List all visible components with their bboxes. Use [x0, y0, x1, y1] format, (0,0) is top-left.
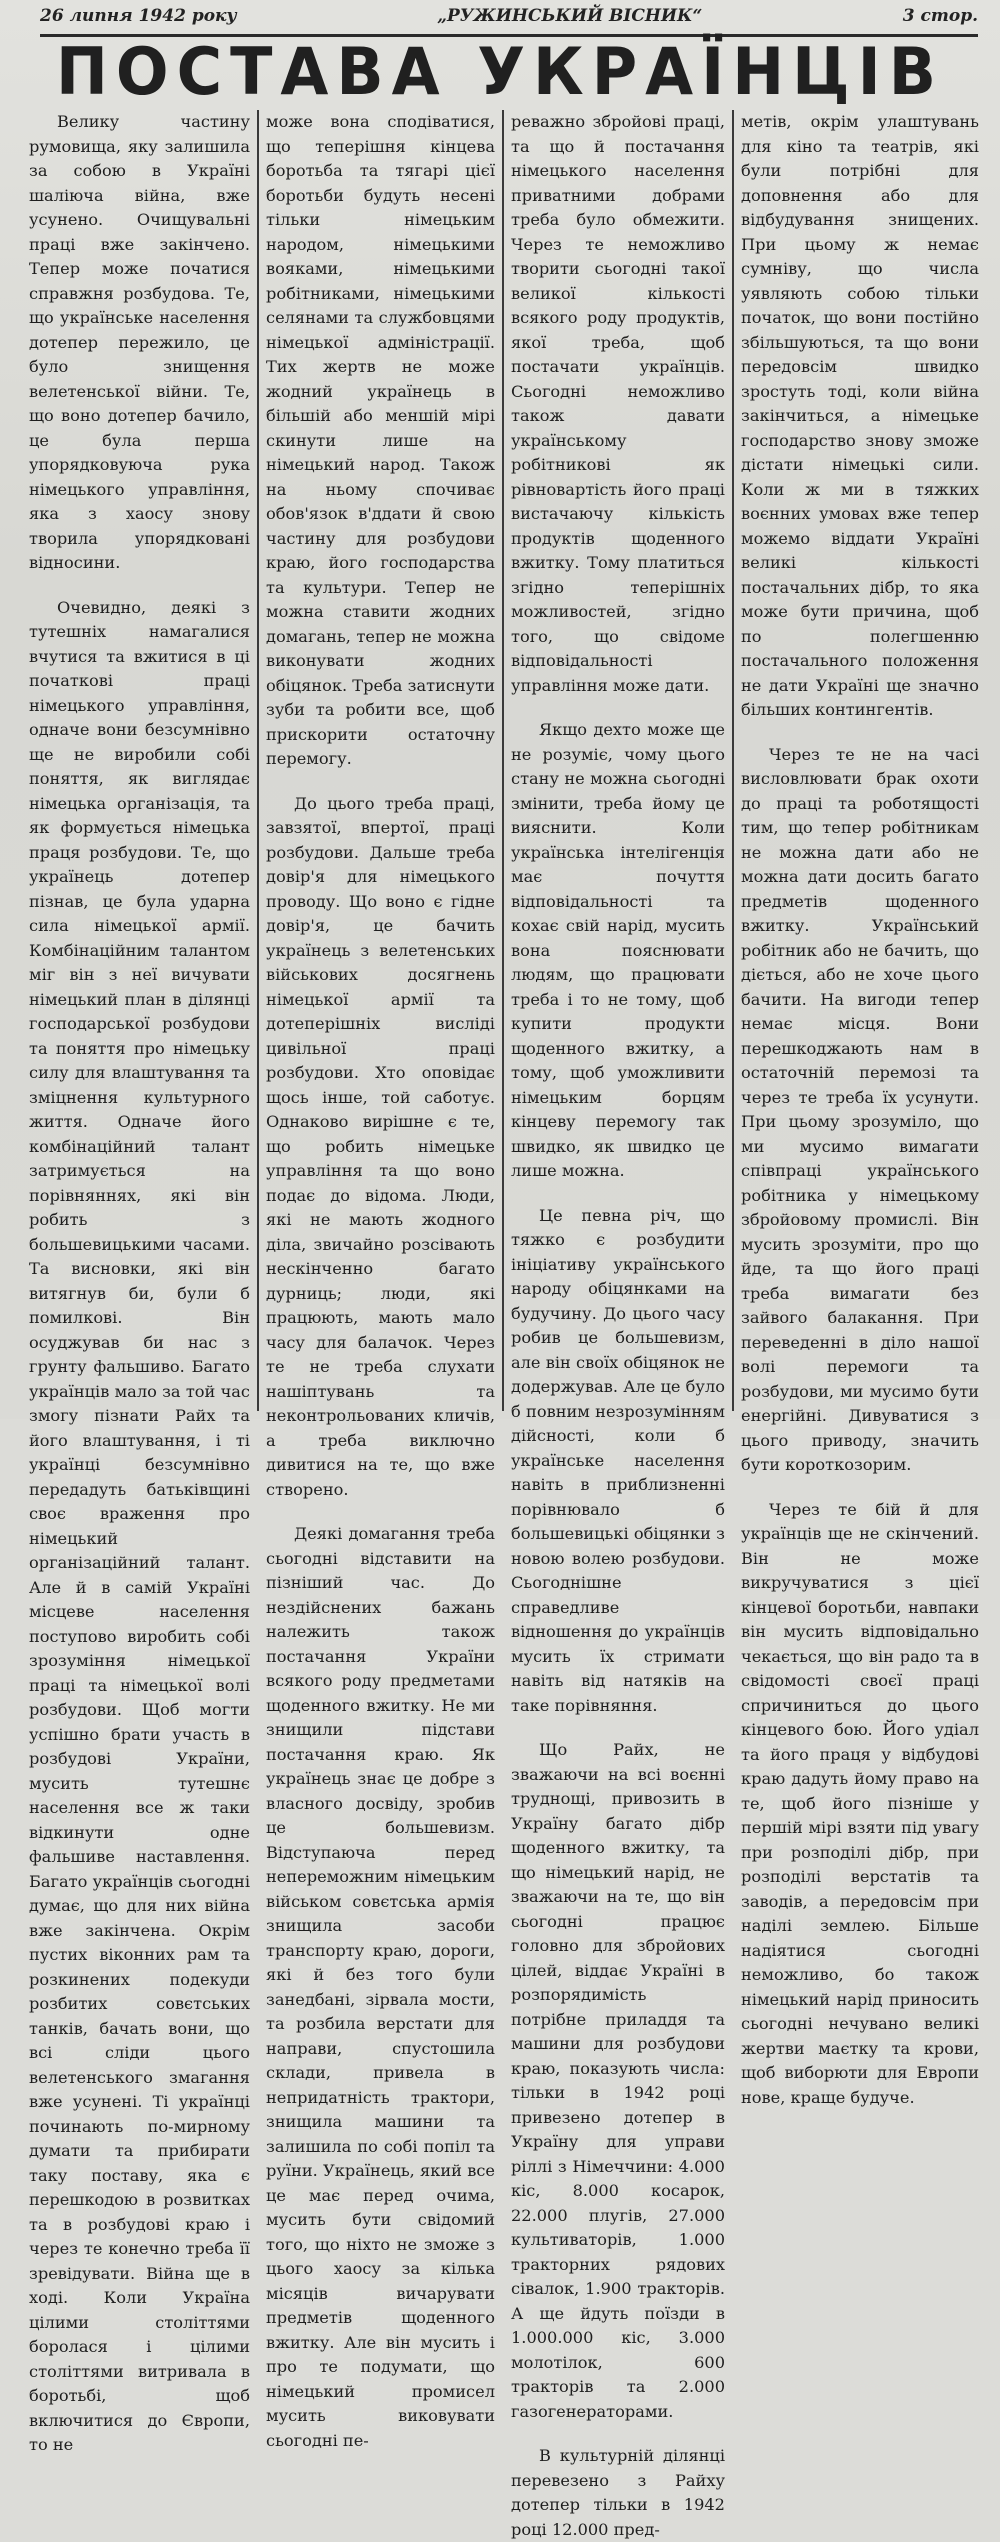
article-column-3	[502, 110, 732, 2539]
paragraph: реважно збройові праці, та що й постачання німецького населення приватними добрами треба було обмежити. Через те неможливо творити сьогодні такої великої кількості всякого роду продуктів, якої треба, щоб постачати українців. Сьогодні неможливо також давати українському робітникові як рівновартість його праці вистачаючу кількість продуктів щоденного вжитку. Тому платиться згідно теперішніх можливостей, згідно того, що свідоме відповідальності управління може дати.	[511, 112, 725, 695]
paragraph: Деякі домагання треба сьогодні відставити на пізніший час. До нездійснених бажань належить також постачання України всякого роду предметами щоденного вжитку. Не ми знищили підстави постачання краю. Як українець знає це добре з власного досвіду, зробив це большевизм. Відступаюча перед непереможним німецьким військом совєтська армія знищила засоби транспорту краю, дороги, які й без того були занедбані, зірвала мости, та розбила верстати для направи, спустошила склади, привела в непридатність трактори, знищила машини та залишила по собі попіл та руїни. Українець, який все це має перед очима, мусить бути свідомий того, що ніхто не зможе з цього хаосу за кілька місяців вичарувати предметів щоденного вжитку. Але він мусить і про те подумати, що німецький промисел мусить виковувати сьогодні пе-	[266, 1524, 495, 2450]
paragraph: В культурній ділянці перевезено з Райху дотепер тільки в 1942 році 12.000 пред-	[511, 2446, 725, 2539]
paragraph: Через те не на часі висловлювати брак охоти до праці та роботящості тим, що тепер робітникам не можна дати або не можна дати досить багато предметів щоденного вжитку. Український робітник або не бачить, що діється, або не хоче цього бачити. На вигоди тепер немає місця. Вони перешкоджають нам в остаточній перемозі та через те треба їх усунути. При цьому зрозуміло, що ми мусимо вимагати співпраці українського робітника у німецькому збройовому промислі. Він мусить зрозуміти, про що йде, та що його праці треба вимагати без зайвого балакання. При переведенні в діло нашої волі перемоги та розбудови, ми мусимо бути енергійні. Дивуватися з цього приводу, значить бути короткозорим.	[741, 744, 979, 1474]
paragraph: До цього треба праці, завзятої, впертої, праці розбудови. Дальше треба довір'я для німецького проводу. Що воно є гідне довір'я, це бачить українець з велетенських військових досягнень німецької армії та дотеперішніх висліді цивільної праці розбудови. Хто оповідає щось інше, той саботує. Однаково вирішне є те, що робить німецьке управління та що воно подає до відома. Люди, які не мають жодного діла, звичайно розсівають нескінченно багато дурниць; люди, які працюють, мають мало часу для балачок. Через те не треба слухати нашіптувань та неконтрольованих кличів, а треба виключно дивитися на те, що вже створено.	[266, 793, 495, 1499]
paragraph: Що Райх, не зважаючи на всі воєнні труднощі, привозить в Україну багато дібр щоденного вжитку, та що німецький нарід, не зважаючи на те, що він сьогодні працює головно для збройових цілей, віддає Україні в розпорядимість потрібне приладдя та машини для розбудови краю, показують числа: тільки в 1942 році привезено дотепер в Україну для управи ріллі з Німеччини: 4.000 кіс, 8.000 косарок, 22.000 плугів, 27.000 культиваторів, 1.000 тракторних рядових сівалок, 1.900 тракторів. А ще йдуть поїзди в 1.000.000 кіс, 3.000 молотілок, 600 тракторів та 2.000 газогенераторами.	[511, 1740, 725, 2421]
article-body	[22, 110, 988, 2539]
newspaper-name: „РУЖИНСЬКИЙ ВІСНИК“	[437, 6, 703, 26]
paragraph: може вона сподіватися, що теперішня кінцева боротьба та тягарі цієї боротьби будуть несені тільки німецьким народом, німецькими вояками, німецькими робітниками, німецькими селянами та службовцями німецької адміністрації. Тих жертв не може жодний українець в більшій або меншій мірі скинути лише на німецький народ. Також на ньому спочиває обов'язок в'ддати й свою частину для розбудови краю, його господарства та культури. Тепер не можна ставити жодних домагань, тепер не можна виконувати жодних обіцянок. Треба затиснути зуби та робити все, щоб прискорити остаточну перемогу.	[266, 112, 495, 768]
paragraph: Очевидно, деякі з тутешніх намагалися вчутися та вжитися в ці початкові праці німецького управління, одначе вони безсумнівно ще не виробили собі поняття, як виглядає німецька організація, та як формується німецька праця розбудови. Те, що українець дотепер пізнав, це була ударна сила німецької армії. Комбінаційним талантом міг він з неї вичувати німецький план в ділянці господарської розбудови та поняття про німецьку силу для влаштування та зміцнення культурного життя. Одначе його комбінаційний талант затримується на порівняннях, які він робить з большевицькими часами. Та висновки, які він витягнув би, були б помилкові. Він осуджував би нас з грунту фальшиво. Багато українців мало за той час змогу пізнати Райх та його влаштування, і ті українці безсумнівно передадуть батьківщині своє враження про німецький організаційний талант. Але й в самій Україні місцеве населення поступово виробить собі зрозуміння німецької праці та німецької волі розбудови. Щоб могти успішно брати участь в розбудові України, мусить тутешнє населення все ж таки відкинути одне фальшиве наставлення. Багато українців сьогодні думає, що для них війна вже закінчена. Окрім пустих віконних рам та розкинених подекуди розбитих совєтських танків, бачать вони, що всі сліди цього велетенського змагання вже усунені. Ті українці починають по-мирному думати та прибирати таку поставу, яка є перешкодою в розвитках та в розбудові краю і через те конечно треба її зревідувати. Війна ще в ході. Коли Україна цілими століттями боролася і цілими століттями витривала в боротьбі, щоб включитися до Європи, то не	[29, 597, 250, 2454]
issue-date: 26 липня 1942 року	[40, 6, 237, 26]
paragraph: Велику частину румовища, яку залишила за собою в Україні шаліюча війна, вже усунено. Очищувальні праці вже закінчено. Тепер може початися справжня розбудова. Те, що українське населення дотепер пережило, це було знищення велетенської війни. Те, що воно дотепер бачило, це була перша упорядковуюча рука німецького управління, яка з хаосу знову творила упорядковані відносини.	[29, 112, 250, 572]
page-number: 3 стор.	[902, 6, 978, 26]
article-title: ПОСТАВА УКРАЇНЦІВ	[56, 33, 944, 110]
article-column-2	[257, 110, 502, 2450]
paragraph: Через те бій й для українців ще не скінчений. Він не може викручуватися з цієї кінцевої боротьби, навпаки він мусить відповідально чекається, що він радо та в свідомості своєї праці спричиниться до цього кінцевого бою. Його удіал та його праця у відбудові краю дадуть йому право на те, щоб його пізніше у першій мірі взяти під увагу при розподілі дібр, при розподілі верстатів та заводів, а передовсім при наділі землею. Більше надіятися сьогодні неможливо, бо також німецький нарід приносить сьогодні нечувано великі жертви маєтку та крови, щоб виборюти для Европи нове, краще будуче.	[741, 1499, 979, 2107]
article-column-1	[22, 110, 257, 2454]
page-header	[40, 0, 978, 32]
paragraph: метів, окрім улаштувань для кіно та театрів, які були потрібні для доповнення або для відбудування знищених. При цьому ж немає сумніву, що числа уявляють собою тільки початок, що вони постійно збільшуються, та що вони передовсім швидко зростуть тоді, коли війна закінчиться, а німецьке господарство знову зможе дістати німецькі сили. Коли ж ми в тяжких воєнних умовах вже тепер можемо віддати Україні великі кількості постачальних дібр, то яка може бути причина, щоб по полегшенню постачального положення не дати Україні ще значно більших контингентів.	[741, 112, 979, 719]
paragraph: Якщо дехто може ще не розуміє, чому цього стану не можна сьогодні змінити, треба йому це вияснити. Коли українська інтелігенція має почуття відповідальності та кохає свій нарід, мусить вона пояснювати людям, що працювати треба і то не тому, щоб купити продукти щоденного вжитку, а тому, щоб уможливити німецьким борцям кінцеву перемогу так швидко, як швидко це лише можна.	[511, 720, 725, 1180]
paragraph: Це певна річ, що тяжко є розбудити ініціативу українського народу обіцянками на будучину. До цього часу робив це большевизм, але він своїх обіцянок не додержував. Але це було б повним незрозумінням дійсності, коли б українське населення навіть в приблизненні порівнювало б большевицькі обіцянки з новою волею розбудови. Сьогоднішне справедливе відношення до українців мусить їх стримати навіть від натяків на таке порівняння.	[511, 1205, 725, 1715]
article-column-4	[732, 110, 986, 2107]
